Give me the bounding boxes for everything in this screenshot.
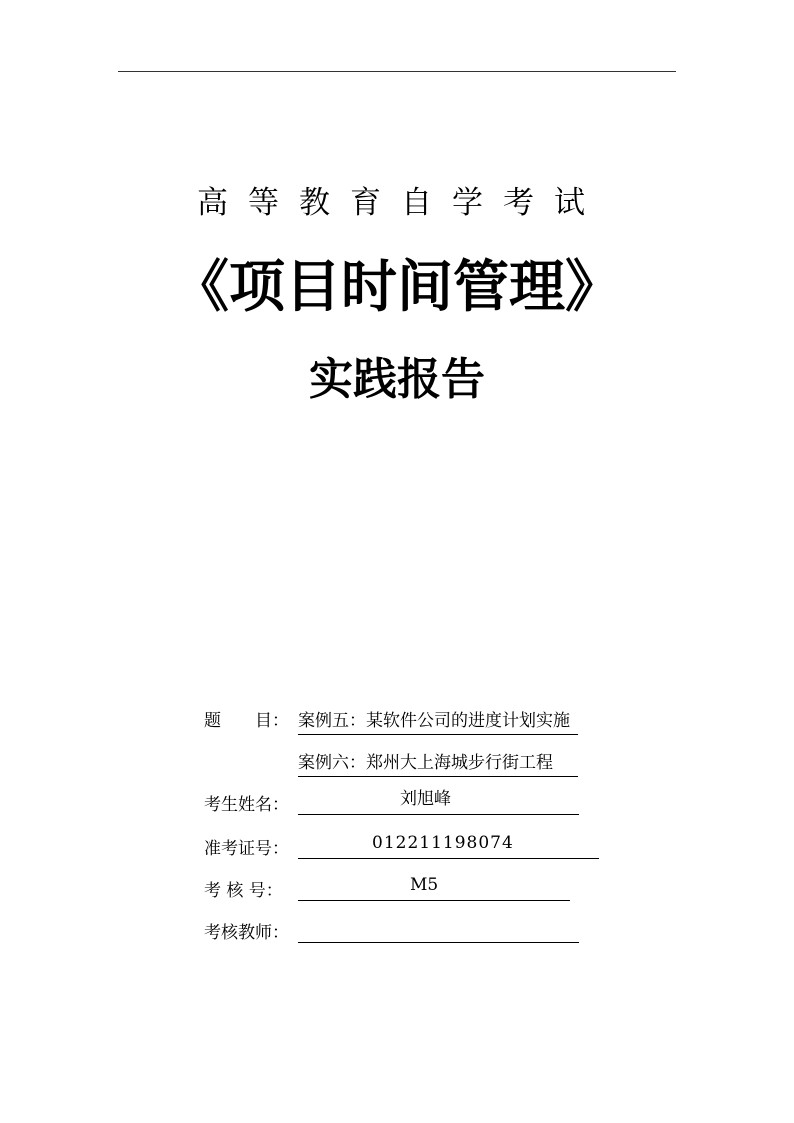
topic-label: 题 目： [204,711,289,731]
topic-line-1: 案例五：某软件公司的进度计划实施 [298,708,578,735]
id-value: 012211198074 [372,833,514,853]
report-title: 实践报告 [309,354,485,405]
name-label: 考生姓名： [204,795,289,815]
course-title: 《项目时间管理》 [173,255,621,320]
teacher-field [298,918,579,943]
exam-no-label: 考 核 号： [204,881,283,901]
name-field [298,790,579,815]
name-value: 刘旭峰 [400,789,451,809]
exam-no-field [298,876,570,901]
teacher-label: 考核教师： [204,923,289,943]
id-field [298,834,599,859]
id-label: 准考证号： [204,839,289,859]
topic-line-2: 案例六：郑州大上海城步行街工程 [298,750,578,777]
exam-title: 高等教育自学考试 [197,185,605,221]
exam-no-value: M5 [410,875,439,895]
